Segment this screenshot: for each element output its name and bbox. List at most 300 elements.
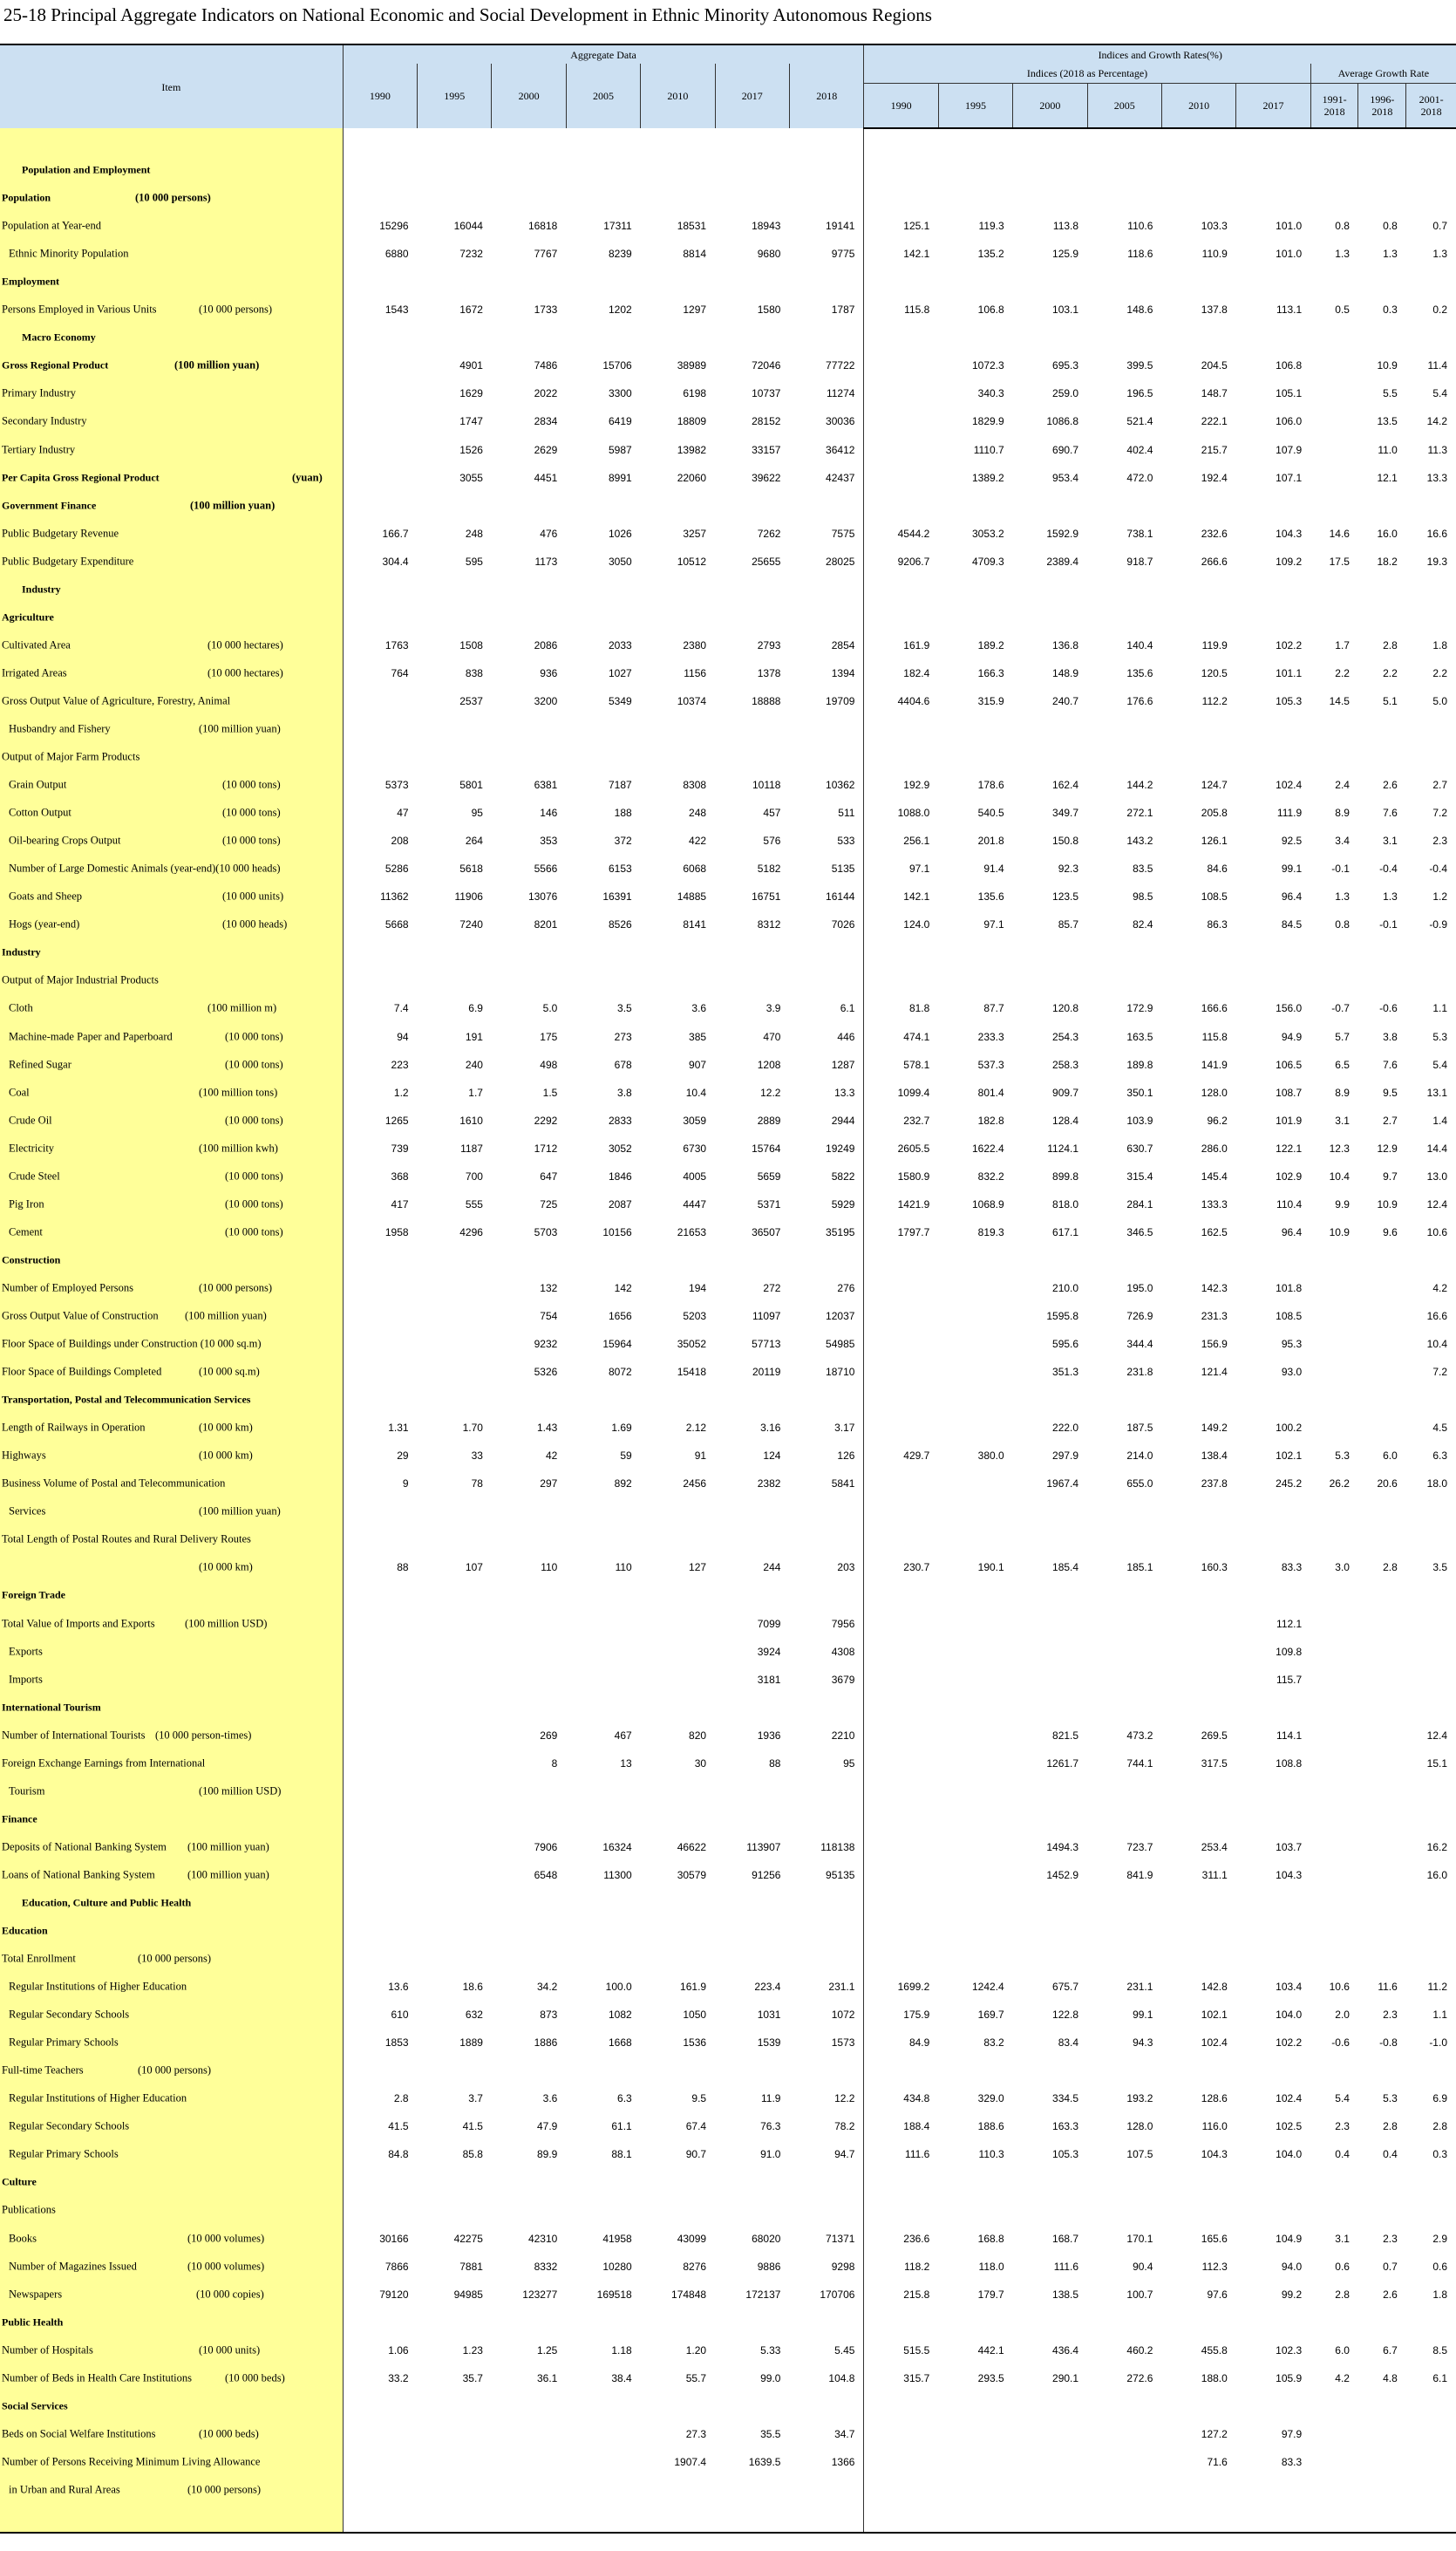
value-cell: [1161, 966, 1235, 994]
value-cell: [492, 1581, 566, 1609]
value-cell: [715, 1694, 789, 1722]
row-label: Regular Institutions of Higher Education: [9, 2091, 187, 2104]
value-cell: [715, 1945, 789, 1973]
value-cell: 1050: [683, 2009, 707, 2022]
value-cell: [1358, 1609, 1406, 1637]
value-cell: [1358, 1638, 1406, 1666]
value-cell: 16391: [602, 890, 632, 904]
value-cell: 5929: [831, 1197, 855, 1211]
value-cell: 1889: [459, 2036, 483, 2050]
value-cell: 103.4: [1276, 1981, 1303, 1994]
row-label: Electricity: [9, 1142, 55, 1155]
value-cell: [566, 1945, 640, 1973]
value-cell: 417: [391, 1197, 409, 1211]
value-cell: [418, 1777, 492, 1805]
value-cell: [864, 1666, 938, 1694]
value-cell: 346.5: [1126, 1225, 1153, 1238]
value-cell: 521.4: [1126, 415, 1153, 428]
row-label-cell: [0, 2281, 343, 2309]
value-cell: [864, 1581, 938, 1609]
row-label-cell: [0, 379, 343, 407]
value-cell: [789, 2196, 863, 2224]
value-cell: 820: [689, 1729, 707, 1742]
row-unit: (10 000 persons): [199, 303, 273, 316]
value-cell: 4308: [831, 1645, 855, 1658]
value-cell: 13: [620, 1756, 632, 1770]
value-cell: 8.9: [1335, 1086, 1350, 1099]
value-cell: 141.9: [1201, 1058, 1228, 1071]
value-cell: [492, 1609, 566, 1637]
value-cell: 83.3: [1281, 1561, 1303, 1574]
value-cell: 7956: [831, 1617, 855, 1630]
value-cell: 10.4: [1426, 1338, 1447, 1351]
value-cell: [938, 1861, 1012, 1889]
value-cell: [1310, 1777, 1358, 1805]
value-cell: 429.7: [864, 1442, 938, 1470]
value-cell: [1310, 1833, 1358, 1861]
value-cell: [1087, 1386, 1161, 1414]
value-cell: [566, 2168, 640, 2196]
row-label: Industry: [22, 583, 61, 596]
value-cell: 2.2: [1383, 666, 1398, 679]
value-cell: 1088.0: [864, 799, 938, 827]
value-cell: -0.1: [1379, 918, 1398, 931]
value-cell: 0.7: [1383, 2260, 1398, 2273]
value-cell: 3059: [683, 1114, 707, 1127]
value-cell: 1099.4: [864, 1079, 938, 1107]
value-cell: 1394: [831, 666, 855, 679]
value-cell: 128.6: [1201, 2092, 1228, 2105]
table-row: [0, 1553, 1456, 1581]
col-header: 1995: [938, 83, 1012, 128]
table-row: [0, 2084, 1456, 2112]
value-cell: 1747: [459, 415, 483, 428]
value-cell: 47.9: [536, 2120, 558, 2133]
value-cell: 106.8: [977, 304, 1004, 317]
row-label-cell: [0, 128, 343, 156]
row-label-cell: [0, 2476, 343, 2504]
value-cell: 84.5: [1281, 918, 1303, 931]
value-cell: [1161, 1945, 1235, 1973]
row-unit: (100 million yuan): [190, 499, 276, 512]
value-cell: [1310, 1302, 1358, 1330]
value-cell: 2456: [683, 1477, 707, 1490]
value-cell: [1406, 1581, 1456, 1609]
table-row: [0, 1218, 1456, 1246]
value-cell: 15706: [602, 359, 632, 372]
value-cell: [1358, 1414, 1406, 1442]
value-cell: [343, 1274, 417, 1302]
row-label-cell: [0, 2364, 343, 2392]
value-cell: 36412: [826, 443, 855, 456]
value-cell: [566, 1246, 640, 1274]
table-row-heading: [0, 1694, 1456, 1722]
value-cell: 127: [689, 1561, 707, 1574]
value-cell: 2087: [609, 1197, 632, 1211]
value-cell: [1161, 1609, 1235, 1637]
value-cell: 119.3: [978, 220, 1004, 233]
value-cell: [1087, 1917, 1161, 1945]
value-cell: 88.1: [611, 2148, 632, 2161]
value-cell: [1310, 128, 1358, 156]
value-cell: 8: [551, 1756, 558, 1770]
value-cell: [1161, 1525, 1235, 1553]
value-cell: 99.2: [1281, 2288, 1303, 2301]
value-cell: 9.5: [691, 2092, 707, 2105]
value-cell: 4709.3: [971, 555, 1004, 568]
value-cell: 13.6: [388, 1981, 409, 1994]
value-cell: [938, 1330, 1012, 1358]
value-cell: [864, 1525, 938, 1553]
value-cell: 30166: [379, 2232, 409, 2245]
value-cell: 123277: [522, 2288, 558, 2301]
row-label: Floor Space of Buildings under Construction (10 000 sq.m): [2, 1337, 262, 1350]
value-cell: 43099: [677, 2232, 707, 2245]
value-cell: 13.1: [1426, 1086, 1447, 1099]
row-label-cell: [0, 1777, 343, 1805]
value-cell: [492, 2504, 566, 2533]
value-cell: [1406, 2056, 1456, 2084]
value-cell: 136.8: [1052, 638, 1079, 651]
value-cell: [418, 966, 492, 994]
row-label: Pig Iron: [9, 1197, 44, 1211]
value-cell: [1406, 1694, 1456, 1722]
value-cell: [343, 1302, 417, 1330]
value-cell: 61.1: [611, 2120, 632, 2133]
value-cell: [1087, 184, 1161, 212]
value-cell: [1013, 2448, 1087, 2476]
row-label: Cloth: [9, 1001, 33, 1014]
value-cell: [492, 1525, 566, 1553]
value-cell: [492, 1694, 566, 1722]
value-cell: [715, 1497, 789, 1525]
table-row: [0, 1638, 1456, 1666]
row-label-cell: [0, 911, 343, 938]
value-cell: 1787: [831, 304, 855, 317]
value-cell: [418, 1722, 492, 1750]
value-cell: [789, 156, 863, 184]
value-cell: 5326: [534, 1366, 558, 1379]
value-cell: 7.6: [1383, 807, 1398, 820]
row-label: Education, Culture and Public Health: [22, 1896, 192, 1909]
value-cell: [1406, 715, 1456, 743]
value-cell: [864, 2056, 938, 2084]
value-cell: [1013, 1581, 1087, 1609]
value-cell: [1406, 1638, 1456, 1666]
value-cell: 555: [465, 1197, 483, 1211]
value-cell: [343, 687, 417, 715]
value-cell: 1936: [757, 1729, 781, 1742]
value-cell: 4447: [683, 1197, 707, 1211]
row-unit: (10 000 tons): [222, 834, 281, 847]
value-cell: 35052: [677, 1338, 707, 1351]
value-cell: 5.5: [1383, 387, 1398, 400]
value-cell: [1087, 2392, 1161, 2420]
value-cell: [1358, 576, 1406, 604]
row-unit: (100 million kwh): [199, 1142, 278, 1155]
value-cell: 474.1: [864, 1023, 938, 1051]
value-cell: 244: [763, 1561, 781, 1574]
value-cell: 113.8: [1052, 220, 1079, 233]
table-row-heading: [0, 1917, 1456, 1945]
value-cell: [938, 184, 1012, 212]
value-cell: [1406, 1609, 1456, 1637]
value-cell: 329.0: [977, 2092, 1004, 2105]
value-cell: 187.5: [1126, 1422, 1153, 1435]
row-label: Transportation, Postal and Telecommunication Services: [2, 1393, 251, 1406]
value-cell: [1236, 1525, 1310, 1553]
value-cell: 2086: [534, 638, 558, 651]
value-cell: 110.4: [1276, 1197, 1303, 1211]
value-cell: 3.1: [1335, 1114, 1350, 1127]
value-cell: [418, 715, 492, 743]
value-cell: 96.4: [1281, 890, 1303, 904]
value-cell: 6.3: [1432, 1449, 1447, 1463]
value-cell: [789, 324, 863, 351]
value-cell: 2833: [609, 1114, 632, 1127]
value-cell: [715, 2476, 789, 2504]
value-cell: [789, 2168, 863, 2196]
value-cell: 185.1: [1126, 1561, 1153, 1574]
value-cell: [938, 1945, 1012, 1973]
value-cell: [938, 128, 1012, 156]
value-cell: [715, 2504, 789, 2533]
value-cell: 254.3: [1052, 1030, 1079, 1043]
value-cell: [864, 1330, 938, 1358]
value-cell: [418, 938, 492, 966]
value-cell: [715, 156, 789, 184]
value-cell: [1161, 1246, 1235, 1274]
row-label: Regular Primary Schools: [9, 2147, 119, 2160]
value-cell: [1087, 2168, 1161, 2196]
value-cell: [492, 1497, 566, 1525]
value-cell: 422: [689, 835, 707, 848]
value-cell: [1236, 184, 1310, 212]
value-cell: [1358, 743, 1406, 771]
value-cell: 94.0: [1281, 2260, 1303, 2273]
value-cell: [1358, 2448, 1406, 2476]
value-cell: [864, 268, 938, 296]
value-cell: [641, 1889, 715, 1917]
value-cell: [1406, 184, 1456, 212]
row-unit: (10 000 hectares): [208, 638, 283, 651]
value-cell: 11097: [752, 1309, 781, 1322]
row-label-cell: [0, 492, 343, 520]
value-cell: [864, 351, 938, 379]
value-cell: 107.9: [1276, 443, 1303, 456]
table-row: [0, 2420, 1456, 2448]
value-cell: 690.7: [1052, 443, 1079, 456]
row-unit: (100 million yuan): [187, 1868, 269, 1881]
value-cell: 13.5: [1377, 415, 1398, 428]
value-cell: 126: [837, 1449, 855, 1463]
value-cell: [1161, 2196, 1235, 2224]
value-cell: 85.7: [1058, 918, 1079, 931]
value-cell: 0.4: [1335, 2148, 1350, 2161]
value-cell: 515.5: [864, 2336, 938, 2364]
table-row: [0, 1750, 1456, 1777]
value-cell: [1161, 184, 1235, 212]
table-row-heading: [0, 1497, 1456, 1525]
value-cell: 11.6: [1378, 1981, 1398, 1994]
value-cell: 156.0: [1276, 1002, 1303, 1015]
row-label-cell: [0, 1246, 343, 1274]
value-cell: [1161, 156, 1235, 184]
value-cell: 21653: [677, 1225, 707, 1238]
value-cell: 189.2: [977, 638, 1004, 651]
table-row-heading: [0, 715, 1456, 743]
value-cell: [789, 1945, 863, 1973]
value-cell: [864, 743, 938, 771]
value-cell: 79120: [379, 2288, 409, 2301]
value-cell: 16324: [602, 1840, 632, 1853]
col-header: 1990: [343, 64, 417, 128]
value-cell: 1967.4: [1046, 1477, 1079, 1490]
value-cell: 105.9: [1276, 2371, 1303, 2384]
value-cell: 2382: [757, 1477, 781, 1490]
value-cell: [864, 1722, 938, 1750]
value-cell: [1161, 604, 1235, 631]
value-cell: 10.9: [1329, 1225, 1350, 1238]
value-cell: 5.4: [1432, 387, 1447, 400]
row-label-cell: [0, 1750, 343, 1777]
value-cell: [1358, 2392, 1406, 2420]
row-label-cell: [0, 827, 343, 855]
table-row: [0, 2253, 1456, 2281]
value-cell: 7.4: [393, 1002, 409, 1015]
value-cell: 700: [465, 1170, 483, 1183]
value-cell: 166.3: [977, 666, 1004, 679]
value-cell: 801.4: [977, 1086, 1004, 1099]
row-label-cell: [0, 1414, 343, 1442]
value-cell: [343, 715, 417, 743]
value-cell: [343, 351, 417, 379]
row-label-cell: [0, 966, 343, 994]
value-cell: [715, 128, 789, 156]
row-unit: (10 000 persons): [138, 1952, 212, 1965]
table-row-heading: [0, 938, 1456, 966]
value-cell: 7026: [831, 918, 855, 931]
row-label-cell: [0, 2168, 343, 2196]
value-cell: 1494.3: [1046, 1840, 1079, 1853]
value-cell: 12.9: [1377, 1142, 1398, 1155]
value-cell: [343, 379, 417, 407]
value-cell: 38.4: [611, 2371, 632, 2384]
value-cell: 2.8: [1383, 2120, 1398, 2133]
table-row-heading: [0, 1805, 1456, 1833]
value-cell: [641, 1609, 715, 1637]
row-label-cell: [0, 1442, 343, 1470]
value-cell: 1595.8: [1046, 1309, 1079, 1322]
row-unit: (100 million USD): [185, 1617, 268, 1629]
value-cell: 350.1: [1126, 1086, 1153, 1099]
row-unit: (100 million yuan): [199, 1504, 281, 1518]
value-cell: [1013, 1889, 1087, 1917]
row-label: in Urban and Rural Areas: [9, 2483, 120, 2496]
value-cell: [1087, 1945, 1161, 1973]
row-label-cell: [0, 1805, 343, 1833]
value-cell: [1358, 1581, 1406, 1609]
table-row-heading: [0, 604, 1456, 631]
value-cell: [641, 966, 715, 994]
value-cell: [938, 1302, 1012, 1330]
value-cell: [789, 2392, 863, 2420]
value-cell: [789, 715, 863, 743]
row-label: Foreign Exchange Earnings from International: [2, 1756, 206, 1770]
row-label: Beds on Social Welfare Institutions: [2, 2427, 156, 2440]
value-cell: [492, 2056, 566, 2084]
value-cell: 8.9: [1335, 807, 1350, 820]
table-row-heading: [0, 2196, 1456, 2224]
value-cell: [1358, 324, 1406, 351]
value-cell: 6153: [609, 863, 632, 876]
value-cell: 232.6: [1201, 527, 1228, 540]
value-cell: 2.8: [393, 2092, 409, 2105]
value-cell: 90.7: [685, 2148, 707, 2161]
value-cell: [641, 743, 715, 771]
value-cell: 1846: [609, 1170, 632, 1183]
value-cell: 1580.9: [864, 1163, 938, 1190]
value-cell: [1013, 715, 1087, 743]
value-cell: [641, 324, 715, 351]
value-cell: [1358, 128, 1406, 156]
row-label-cell: [0, 1833, 343, 1861]
value-cell: [938, 324, 1012, 351]
value-cell: -0.9: [1429, 918, 1447, 931]
value-cell: 1536: [683, 2036, 707, 2050]
value-cell: [938, 1386, 1012, 1414]
value-cell: 215.7: [1201, 443, 1228, 456]
value-cell: [1358, 2196, 1406, 2224]
value-cell: 97.1: [983, 918, 1004, 931]
value-cell: 92.3: [1058, 863, 1079, 876]
value-cell: [938, 576, 1012, 604]
value-cell: [1310, 492, 1358, 520]
row-label: Books: [9, 2232, 37, 2245]
value-cell: [641, 715, 715, 743]
table-row-heading: [0, 1889, 1456, 1917]
row-label-cell: [0, 576, 343, 604]
value-cell: 172137: [745, 2288, 781, 2301]
row-unit: (10 000 units): [222, 890, 284, 903]
value-cell: [864, 938, 938, 966]
value-cell: [1310, 938, 1358, 966]
value-cell: 4.5: [1432, 1422, 1447, 1435]
value-cell: 2889: [757, 1114, 781, 1127]
value-cell: 5135: [831, 863, 855, 876]
value-cell: 3.5: [617, 1002, 632, 1015]
value-cell: 1543: [384, 304, 409, 317]
row-label: Education: [2, 1924, 48, 1937]
value-cell: [1161, 268, 1235, 296]
value-cell: [343, 2392, 417, 2420]
value-cell: 85.8: [462, 2148, 483, 2161]
value-cell: 101.1: [1276, 666, 1303, 679]
value-cell: 12037: [826, 1309, 855, 1322]
value-cell: 99.1: [1281, 863, 1303, 876]
value-cell: 100.2: [1276, 1422, 1303, 1435]
value-cell: [1310, 966, 1358, 994]
table-row-heading: [0, 1581, 1456, 1609]
value-cell: [1310, 1581, 1358, 1609]
value-cell: [343, 1246, 417, 1274]
value-cell: 1.3: [1335, 248, 1350, 261]
value-cell: [1013, 2504, 1087, 2533]
row-label-cell: [0, 156, 343, 184]
value-cell: [566, 2476, 640, 2504]
value-cell: 19249: [826, 1142, 855, 1155]
value-cell: [1310, 351, 1358, 379]
